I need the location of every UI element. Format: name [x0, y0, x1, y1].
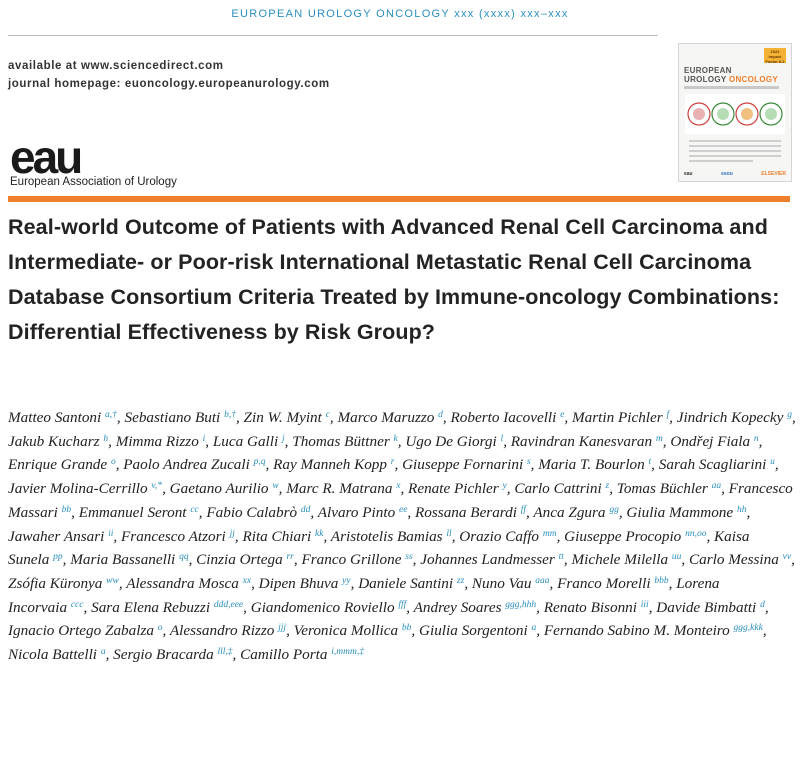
- author-affiliation-ref[interactable]: g: [787, 410, 792, 420]
- author-name[interactable]: Jindrich Kopecky: [676, 409, 784, 426]
- author-list: Matteo Santoni $^{a,\dagger}$, Sebastiano Buti $^{b,\dagger}$, Zin W. Myint $^c$, Marco Maruzzo $^d$, Roberto Iacovelli $^e$, Martin Pichler $^f$, Jindrich Kopecky $^g$, Jakub Kucharz $^h$, Mimma Rizzo $^i$, Luca Galli $^j$, Thomas Büttner $^k$, Ugo De Giorgi $^l$, Ravindran Kanesvaran $^m$, Ondřej Fiala $^n$, Enrique Grande $^o$, Paolo Andrea Zucali $^{p,q}$, Ray Manneh Kopp $^r$, Giuseppe Fornarini $^s$, Maria T. Bourlon $^t$, Sarah Scagliarini $^u$, Javier Molina-Cerrillo $^{v,*}$, Gaetano Aurilio $^w$, Marc R. Matrana $^x$, Renate Pichler $^y$, Carlo Cattrini $^z$, Tomas Büchler $^{aa}$, Francesco Massari $^{bb}$, Emmanuel Seront $^{cc}$, Fabio Calabrò $^{dd}$, Alvaro Pinto $^{ee}$, Rossana Berardi $^{ff}$, Anca Zgura $^{gg}$, Giulia Mammone $^{hh}$, Jawaher Ansari $^{ii}$, Francesco Atzori $^{jj}$, Rita Chiari $^{kk}$, Aristotelis Bamias $^{ll}$, Orazio Caffo $^{mm}$, Giuseppe Procopio $^{nn,oo}$, Kaisa Sunela $^{pp}$, Maria Bassanelli $^{qq}$, Cinzia Ortega $^{rr}$, Franco Grillone $^{ss}$, Johannes Landmesser $^{tt}$, Michele Milella $^{uu}$, Carlo Messina $^{vv}$, Zsófia Küronya $^{ww}$, Alessandra Mosca $^{xx}$, Dipen Bhuva $^{yy}$, Daniele Santini $^{zz}$, Nuno Vau $^{aaa}$, Franco Morelli $^{bbb}$, Lorena Incorvaia $^{ccc}$, Sara Elena Rebuzzi $^{ddd,eee}$, Giandomenico Roviello $^{fff}$, Andrey Soares $^{ggg,hhh}$, Renato Bisonni $^{iii}$, Davide Bimbatti $^d$, Ignacio Ortego Zabalza $^o$, Alessandro Rizzo $^{jjj}$, Veronica Mollica $^{bb}$, Giulia Sorgentoni $^a$, Fernando Sabino M. Monteiro $^{ggg,kkk}$, Nicola Battelli $^a$, Sergio Bracarda $^{lll,\ddagger}$, Camillo Porta $^{i,mmm,\ddagger}$: [8, 409, 796, 664]
- author-affiliation-ref[interactable]: o: [110, 457, 116, 468]
- author-affiliation-ref[interactable]: rr: [286, 552, 294, 563]
- author-affiliation-ref[interactable]: x: [396, 481, 401, 492]
- cover-footer: [684, 171, 786, 177]
- author-affiliation-ref[interactable]: pp: [53, 552, 63, 563]
- eau-logo-wordmark: eau: [10, 138, 81, 178]
- author-affiliation-ref[interactable]: qq: [179, 552, 189, 563]
- author-name[interactable]: Nuno Vau: [471, 574, 532, 592]
- journal-homepage-link[interactable]: journal homepage: euoncology.europeanurology.com: [8, 78, 330, 90]
- author-name[interactable]: Zin W. Myint: [243, 409, 322, 426]
- author-affiliation-ref[interactable]: ccc: [70, 599, 84, 610]
- author-name[interactable]: Giandomenico Roviello: [250, 598, 395, 616]
- author-affiliation-ref[interactable]: m: [655, 433, 663, 444]
- author-affiliation-ref[interactable]: p,q: [253, 457, 266, 468]
- author-affiliation-ref[interactable]: c: [325, 410, 330, 420]
- author-name[interactable]: Maria T. Bourlon: [538, 456, 645, 474]
- cover-elsevier-mark: ELSEVIER: [761, 171, 786, 177]
- author-name[interactable]: Lorena Incorvaia: [8, 574, 720, 616]
- author-name[interactable]: Fernando Sabino M. Monteiro: [543, 622, 730, 640]
- author-affiliation-ref[interactable]: w: [272, 481, 279, 492]
- author-affiliation-ref[interactable]: d: [760, 599, 765, 610]
- author-name[interactable]: Camillo Porta: [240, 646, 328, 664]
- author-affiliation-ref[interactable]: iii: [640, 599, 649, 610]
- author-name[interactable]: Marco Maruzzo: [337, 409, 435, 426]
- author-name[interactable]: Rossana Berardi: [415, 503, 517, 521]
- sciencedirect-link[interactable]: available at www.sciencedirect.com: [8, 60, 224, 72]
- author-affiliation-ref[interactable]: bbb: [654, 575, 669, 586]
- author-affiliation-ref[interactable]: o: [157, 623, 163, 634]
- author-affiliation-ref[interactable]: b,†: [224, 410, 236, 420]
- eau-logo[interactable]: [10, 138, 102, 178]
- author-affiliation-ref[interactable]: ii: [108, 528, 114, 539]
- author-affiliation-ref[interactable]: ss: [405, 552, 413, 563]
- author-affiliation-ref[interactable]: cc: [190, 504, 199, 515]
- author-name[interactable]: Luca Galli: [212, 432, 279, 450]
- author-name[interactable]: Johannes Landmesser: [420, 551, 555, 569]
- author-affiliation-ref[interactable]: t: [648, 457, 652, 468]
- author-name[interactable]: Franco Morelli: [557, 574, 651, 592]
- author-name[interactable]: Jawaher Ansari: [8, 527, 105, 545]
- author-name[interactable]: Sergio Bracarda: [113, 646, 214, 664]
- author-affiliation-ref[interactable]: bb: [401, 623, 412, 634]
- author-name[interactable]: Alvaro Pinto: [317, 503, 396, 521]
- journal-cover-thumbnail[interactable]: [678, 43, 792, 182]
- author-name[interactable]: Orazio Caffo: [459, 527, 540, 545]
- cover-title-line1: EUROPEAN: [684, 66, 732, 75]
- author-name[interactable]: Ugo De Giorgi: [405, 432, 497, 450]
- author-name[interactable]: Giulia Mammone: [626, 503, 734, 521]
- author-name[interactable]: Ondřej Fiala: [670, 432, 751, 450]
- author-affiliation-ref[interactable]: n: [753, 433, 759, 444]
- author-name[interactable]: Carlo Cattrini: [514, 480, 602, 498]
- author-affiliation-ref[interactable]: j: [282, 433, 285, 444]
- author-affiliation-ref[interactable]: tt: [558, 552, 564, 563]
- author-affiliation-ref[interactable]: ggg,kkk: [733, 623, 763, 634]
- author-name[interactable]: Alessandro Rizzo: [169, 622, 275, 640]
- author-affiliation-ref[interactable]: l: [500, 433, 504, 444]
- author-affiliation-ref[interactable]: v,*: [151, 481, 163, 492]
- author-affiliation-ref[interactable]: xx: [242, 575, 252, 586]
- author-name[interactable]: Mimma Rizzo: [115, 432, 199, 450]
- author-name[interactable]: Rita Chiari: [242, 527, 312, 545]
- author-name[interactable]: Renato Bisonni: [543, 598, 637, 616]
- author-name[interactable]: Anca Zgura: [533, 503, 606, 521]
- author-affiliation-ref[interactable]: a: [100, 647, 106, 658]
- author-name[interactable]: Dipen Bhuva: [258, 574, 339, 592]
- author-name[interactable]: Giulia Sorgentoni: [419, 622, 528, 640]
- author-affiliation-ref[interactable]: e: [560, 410, 565, 420]
- cover-title-oncology: ONCOLOGY: [728, 75, 779, 84]
- author-affiliation-ref[interactable]: y: [502, 481, 507, 492]
- accent-divider: [8, 196, 790, 202]
- author-affiliation-ref[interactable]: gg: [609, 504, 619, 515]
- author-name[interactable]: Ignacio Ortego Zabalza: [8, 622, 154, 640]
- author-affiliation-ref[interactable]: f: [666, 410, 670, 420]
- cover-title-urology: UROLOGY: [684, 75, 729, 84]
- author-name[interactable]: Aristotelis Bamias: [330, 527, 443, 545]
- author-name[interactable]: Renate Pichler: [408, 480, 499, 498]
- author-affiliation-ref[interactable]: u: [770, 457, 775, 468]
- author-name[interactable]: Giuseppe Procopio: [564, 527, 682, 545]
- author-name[interactable]: Alessandra Mosca: [126, 574, 239, 592]
- author-affiliation-ref[interactable]: zz: [456, 575, 465, 586]
- author-name[interactable]: Nicola Battelli: [8, 646, 98, 664]
- author-name[interactable]: Franco Grillone: [301, 551, 402, 569]
- author-affiliation-ref[interactable]: k: [393, 433, 398, 444]
- author-affiliation-ref[interactable]: ggg,hhh: [505, 599, 537, 610]
- author-affiliation-ref[interactable]: z: [605, 481, 610, 492]
- author-affiliation-ref[interactable]: i,mmm,‡: [331, 647, 365, 658]
- header-divider: [8, 35, 658, 36]
- author-name[interactable]: Martin Pichler: [571, 409, 663, 426]
- cover-subtitle-bar: [684, 86, 779, 89]
- author-name[interactable]: Francesco Massari: [8, 480, 793, 521]
- cover-title-line2: [684, 75, 778, 84]
- cover-figure-graphic: [685, 94, 785, 134]
- article-title: Real-world Outcome of Patients with Advanced Renal Cell Carcinoma and Intermediate- or Poor-risk International Metastatic Renal Cell Carcinoma Database Consortium Criteria Treated by Immune-oncology Combinations: Differential Effectiveness by Risk Group?: [8, 215, 780, 344]
- author-name[interactable]: Michele Milella: [571, 551, 669, 569]
- author-affiliation-ref[interactable]: d: [438, 410, 443, 420]
- author-affiliation-ref[interactable]: mm: [542, 528, 557, 539]
- author-name[interactable]: Enrique Grande: [8, 456, 108, 474]
- author-name[interactable]: Cinzia Ortega: [196, 551, 283, 569]
- author-affiliation-ref[interactable]: aa: [711, 481, 722, 492]
- author-name[interactable]: Paolo Andrea Zucali: [123, 456, 250, 474]
- author-name[interactable]: Matteo Santoni: [8, 409, 102, 426]
- author-affiliation-ref[interactable]: yy: [342, 575, 351, 586]
- author-name[interactable]: Javier Molina-Cerrillo: [8, 480, 148, 498]
- author-affiliation-ref[interactable]: ff: [520, 504, 527, 515]
- author-affiliation-ref[interactable]: kk: [315, 528, 324, 539]
- author-name[interactable]: Fabio Calabrò: [206, 503, 298, 521]
- author-name[interactable]: Veronica Mollica: [293, 622, 399, 640]
- author-affiliation-ref[interactable]: a: [531, 623, 537, 634]
- author-affiliation-ref[interactable]: aaa: [535, 575, 550, 586]
- author-affiliation-ref[interactable]: fff: [398, 599, 407, 610]
- author-name[interactable]: Roberto Iacovelli: [450, 409, 557, 426]
- author-affiliation-ref[interactable]: i: [202, 433, 206, 444]
- cover-text-lines: [689, 140, 781, 165]
- author-name[interactable]: Sebastiano Buti: [124, 409, 221, 426]
- author-affiliation-ref[interactable]: hh: [736, 504, 747, 515]
- journal-running-header: EUROPEAN UROLOGY ONCOLOGY xxx (xxxx) xxx–xxx: [231, 8, 569, 20]
- author-name[interactable]: Andrey Soares: [413, 598, 502, 616]
- author-name[interactable]: Maria Bassanelli: [70, 551, 176, 569]
- author-name[interactable]: Carlo Messina: [688, 551, 779, 569]
- availability-block: [8, 57, 330, 93]
- author-affiliation-ref[interactable]: ww: [106, 575, 119, 586]
- author-name[interactable]: Sara Elena Rebuzzi: [91, 598, 211, 616]
- author-affiliation-ref[interactable]: uu: [671, 552, 682, 563]
- author-name[interactable]: Davide Bimbatti: [656, 598, 757, 616]
- author-affiliation-ref[interactable]: h: [103, 433, 109, 444]
- author-affiliation-ref[interactable]: ddd,eee: [213, 599, 244, 610]
- author-name[interactable]: Thomas Büttner: [292, 432, 390, 450]
- author-affiliation-ref[interactable]: jjj: [278, 623, 287, 634]
- author-name[interactable]: Zsófia Küronya: [8, 574, 103, 592]
- author-name[interactable]: Jakub Kucharz: [8, 432, 100, 450]
- author-name[interactable]: Emmanuel Seront: [78, 503, 187, 521]
- impact-factor-badge: 2022 Impact Factor 8.2: [765, 49, 785, 64]
- author-name[interactable]: Ravindran Kanesvaran: [510, 432, 653, 450]
- author-name[interactable]: Sarah Scagliarini: [658, 456, 767, 474]
- author-affiliation-ref[interactable]: ll: [446, 528, 452, 539]
- author-affiliation-ref[interactable]: ee: [398, 504, 408, 515]
- author-affiliation-ref[interactable]: a,†: [105, 410, 117, 420]
- author-affiliation-ref[interactable]: nn,oo: [685, 528, 707, 539]
- author-affiliation-ref[interactable]: dd: [300, 504, 311, 515]
- author-name[interactable]: Marc R. Matrana: [286, 480, 393, 498]
- author-affiliation-ref[interactable]: bb: [61, 504, 72, 515]
- author-affiliation-ref[interactable]: s: [526, 457, 531, 468]
- author-name[interactable]: Daniele Santini: [358, 574, 454, 592]
- organization-name: European Association of Urology: [10, 176, 177, 188]
- author-affiliation-ref[interactable]: jj: [229, 528, 235, 539]
- author-affiliation-ref[interactable]: r: [390, 457, 395, 468]
- author-affiliation-ref[interactable]: vv: [782, 552, 792, 563]
- author-name[interactable]: Ray Manneh Kopp: [273, 456, 387, 474]
- author-name[interactable]: Kaisa Sunela: [8, 527, 750, 569]
- author-name[interactable]: Francesco Atzori: [121, 527, 226, 545]
- author-name[interactable]: Giuseppe Fornarini: [402, 456, 524, 474]
- cover-esou-mark: esou: [721, 171, 733, 177]
- author-affiliation-ref[interactable]: lll,‡: [217, 647, 233, 658]
- author-name[interactable]: Tomas Büchler: [616, 480, 708, 498]
- cover-eau-mark: eau: [684, 171, 693, 177]
- author-name[interactable]: Gaetano Aurilio: [169, 480, 269, 498]
